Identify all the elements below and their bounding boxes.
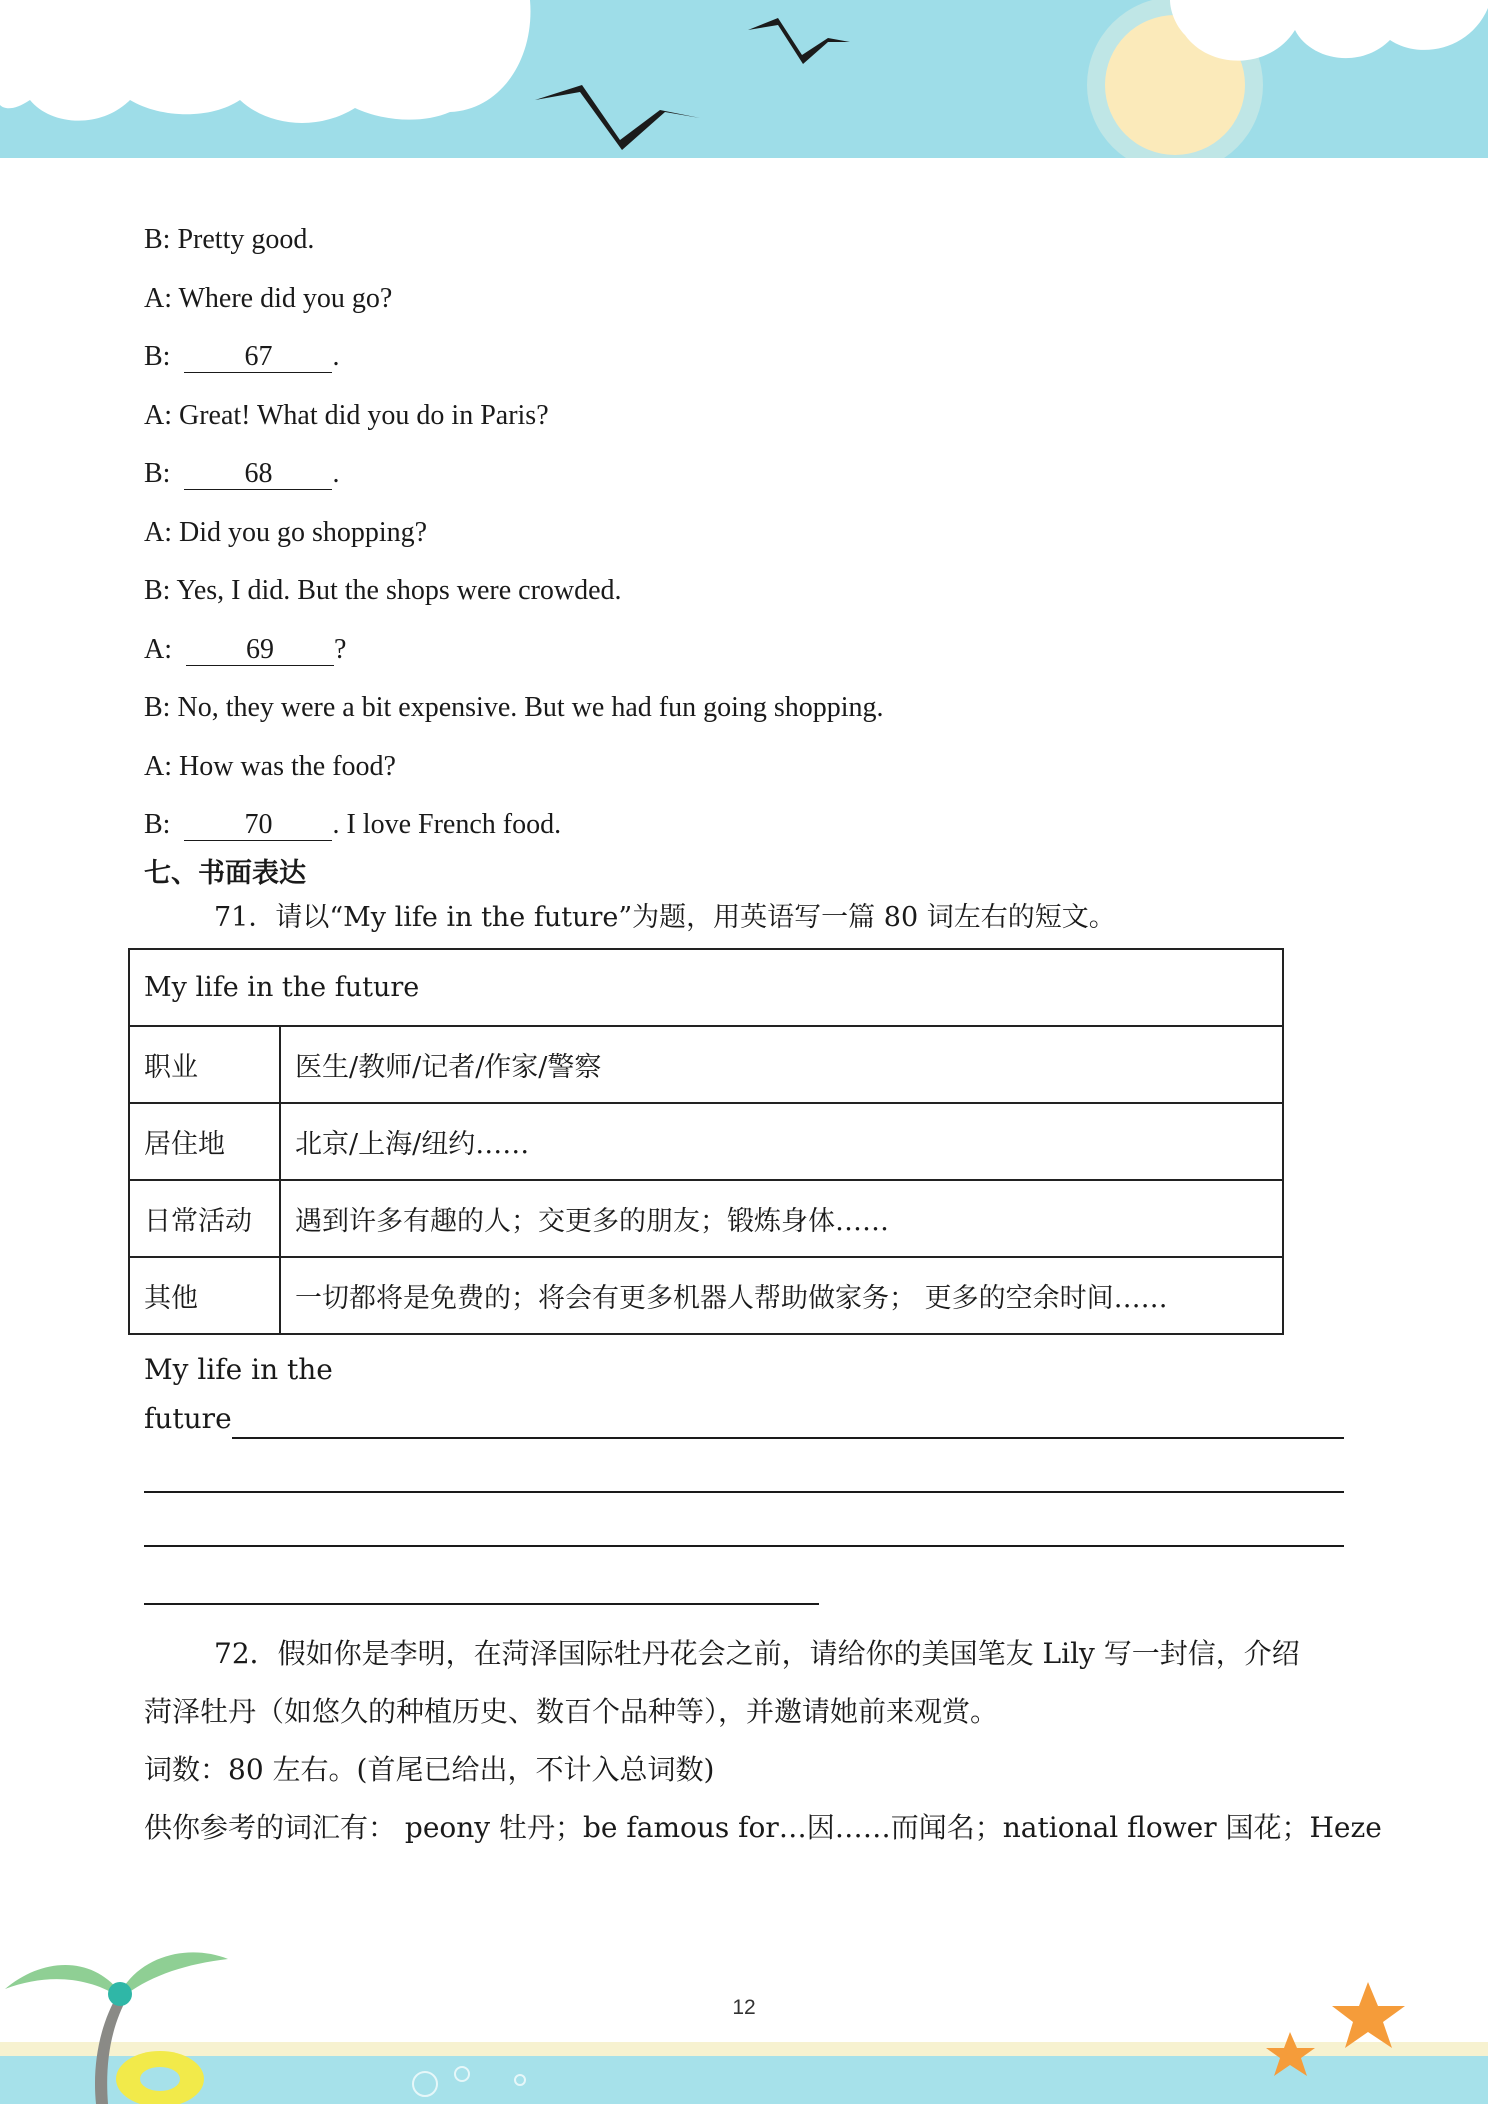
dialogue-line (144, 398, 1344, 434)
speaker-label: A: (144, 633, 172, 665)
table-value-cell: 北京/上海/纽约…… (280, 1103, 1283, 1180)
speaker-label: B: (144, 692, 171, 723)
table-row (129, 1026, 1283, 1103)
footer-beach-banner (0, 1934, 1488, 2104)
task-72-prompt: 72．假如你是李明，在菏泽国际牡丹花会之前，请给你的美国笔友 Lily 写一封信，介绍 (214, 1636, 1300, 1670)
answer-blank[interactable]: 67 (184, 342, 332, 373)
writing-line[interactable] (144, 1399, 1344, 1439)
coconut-icon (108, 1982, 132, 2006)
speaker-label: B: (144, 809, 171, 840)
dialogue-line (144, 690, 1344, 726)
dialogue-text: How was the food? (179, 750, 396, 782)
dialogue (144, 222, 1344, 843)
table-row (129, 1257, 1283, 1334)
speaker-label: A: (144, 750, 172, 782)
answer-blank[interactable]: 68 (184, 459, 332, 490)
dialogue-line (144, 456, 1344, 492)
writing-title-word: future (144, 1401, 232, 1435)
dialogue-line (144, 281, 1344, 317)
dialogue-line (144, 573, 1344, 609)
task-72 (144, 1625, 1382, 1857)
header-sky-banner (0, 0, 1488, 170)
speaker-label: B: (144, 224, 171, 255)
table-value-cell: 医生/教师/记者/作家/警察 (280, 1026, 1283, 1103)
section-heading: 七、书面表达 (144, 857, 306, 889)
dialogue-line (144, 749, 1344, 785)
writing-title-line: My life in the (144, 1352, 333, 1386)
dialogue-text: Where did you go? (178, 282, 393, 314)
speaker-label: A: (144, 399, 172, 431)
dialogue-line (144, 807, 1344, 843)
outline-table (128, 948, 1284, 1335)
table-value-cell: 一切都将是免费的；将会有更多机器人帮助做家务； 更多的空余时间…… (280, 1257, 1283, 1334)
answer-line[interactable] (232, 1413, 1344, 1439)
table-row (129, 949, 1283, 1026)
worksheet-content (144, 222, 1382, 1857)
answer-blank[interactable]: 69 (186, 635, 334, 666)
dialogue-line (144, 632, 1344, 668)
table-title-cell: My life in the future (129, 949, 1283, 1026)
dialogue-text: Pretty good. (177, 224, 315, 255)
answer-line[interactable] (144, 1493, 1344, 1547)
dialogue-line (144, 515, 1344, 551)
table-key-cell: 职业 (129, 1026, 280, 1103)
dialogue-text: Yes, I did. But the shops were crowded. (176, 575, 622, 606)
table-key-cell: 其他 (129, 1257, 280, 1334)
dialogue-text: Great! What did you do in Paris? (179, 399, 549, 431)
answer-blank[interactable]: 70 (184, 810, 332, 841)
speaker-label: B: (144, 458, 171, 489)
starfish-icon (1332, 1982, 1405, 2048)
word-count-note: 词数：80 左右。(首尾已给出，不计入总词数) (144, 1752, 715, 1786)
dialogue-line (144, 222, 1344, 258)
table-value-cell: 遇到许多有趣的人；交更多的朋友；锻炼身体…… (280, 1180, 1283, 1257)
speaker-label: B: (144, 341, 171, 372)
table-key-cell: 居住地 (129, 1103, 280, 1180)
writing-area[interactable] (144, 1341, 1344, 1605)
table-row (129, 1180, 1283, 1257)
dialogue-text: No, they were a bit expensive. But we had fun going shopping. (177, 692, 884, 723)
dialogue-text: Did you go shopping? (179, 516, 428, 548)
speaker-label: B: (144, 575, 171, 606)
table-row (129, 1103, 1283, 1180)
answer-line[interactable] (144, 1547, 819, 1605)
speaker-label: A: (144, 282, 172, 314)
dialogue-text: ? (334, 633, 347, 665)
dialogue-line (144, 339, 1344, 375)
answer-line[interactable] (144, 1439, 1344, 1493)
dialogue-text: . (332, 458, 340, 489)
speaker-label: A: (144, 516, 172, 548)
task-71-prompt: 71．请以“My life in the future”为题，用英语写一篇 80 词左右的短文。 (214, 901, 1116, 933)
vocab-reference: 供你参考的词汇有： peony 牡丹；be famous for…因……而闻名；national flower 国花；Heze (144, 1810, 1382, 1844)
page-number: 12 (732, 1996, 756, 2019)
dialogue-text: . I love French food. (332, 809, 562, 840)
table-key-cell: 日常活动 (129, 1180, 280, 1257)
dialogue-text: . (332, 341, 340, 372)
cloud-left-shape (0, 0, 530, 123)
task-72-prompt-cont: 菏泽牡丹（如悠久的种植历史、数百个品种等），并邀请她前来观赏。 (144, 1694, 999, 1728)
